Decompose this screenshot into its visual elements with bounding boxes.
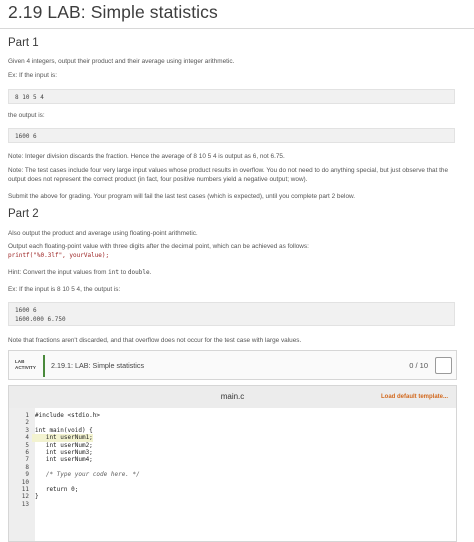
line-number: 13 xyxy=(21,500,29,508)
line-number: 6 xyxy=(25,448,29,456)
line-number: 5 xyxy=(25,441,29,449)
part2-hint xyxy=(8,268,462,277)
line-code[interactable]: return 0; xyxy=(35,485,79,493)
code-line[interactable] xyxy=(9,419,456,426)
code-line[interactable] xyxy=(9,486,456,493)
part2-example-label: Ex: If the input is 8 10 5 4, the output is: xyxy=(8,286,121,293)
hint-code-double: double xyxy=(127,269,150,276)
hint-prefix: Hint: Convert the input values from xyxy=(8,269,107,276)
editor-toolbar xyxy=(9,386,456,408)
part2-heading: Part 2 xyxy=(8,208,39,220)
line-code[interactable]: int userNum1; xyxy=(32,434,93,441)
code-line[interactable] xyxy=(9,434,456,441)
part2-format-code-line xyxy=(8,251,462,260)
line-code[interactable] xyxy=(32,479,35,486)
part2-note: Note that fractions aren't discarded, and that overflow does not occur for the test case with large values. xyxy=(8,337,302,344)
part2-output-example xyxy=(8,302,455,326)
code-line[interactable] xyxy=(9,493,456,500)
part1-intro: Given 4 integers, output their product and their average using integer arithmetic. xyxy=(8,58,235,65)
line-number: 10 xyxy=(21,478,29,486)
title-divider xyxy=(0,28,474,29)
line-number: 9 xyxy=(25,471,29,479)
code-line[interactable] xyxy=(9,412,456,419)
load-default-template-link[interactable]: Load default template... xyxy=(380,394,448,400)
part1-output-label: the output is: xyxy=(8,112,45,119)
line-number: 11 xyxy=(21,485,29,493)
line-code[interactable]: int userNum4; xyxy=(35,456,93,464)
lab-activity-tag xyxy=(15,359,36,371)
file-name: main.c xyxy=(220,392,245,401)
part2-output-line-1: 1600 6 xyxy=(15,307,37,314)
part1-note-overflow: Note: The test cases include four very large input values whose product results in overflow. You do not need to do anything special, but just observe that the output does not represent the correct product (in fact, four positive numbers yield a negative output; wow). xyxy=(8,167,449,183)
part1-note-integer-division: Note: Integer division discards the fraction. Hence the average of 8 10 5 4 is output as 6, not 6.75. xyxy=(8,153,285,160)
code-line[interactable] xyxy=(9,471,456,478)
part1-output-example: 1600 6 xyxy=(8,128,455,143)
code-line[interactable] xyxy=(9,456,456,463)
code-line[interactable] xyxy=(9,442,456,449)
code-line[interactable] xyxy=(9,449,456,456)
lab-accent-divider xyxy=(43,355,45,377)
line-code[interactable]: } xyxy=(35,493,39,501)
code-line[interactable] xyxy=(9,427,456,434)
part2-format-text: Output each floating-point value with three digits after the decimal point, which can be achieved as follows: xyxy=(8,243,309,250)
part2-intro: Also output the product and average using floating-point arithmetic. xyxy=(8,230,198,237)
line-code[interactable]: int userNum3; xyxy=(35,448,93,456)
lab-score: 0 / 10 xyxy=(409,361,428,370)
line-code[interactable] xyxy=(32,464,35,471)
hint-mid: to xyxy=(120,269,127,276)
line-code[interactable] xyxy=(32,419,35,426)
part2-output-line-2: 1600.000 6.750 xyxy=(15,316,66,323)
part1-example-label: Ex: If the input is: xyxy=(8,72,58,79)
lab-activity-name: 2.19.1: LAB: Simple statistics xyxy=(51,361,145,370)
page-title: 2.19 LAB: Simple statistics xyxy=(8,2,218,22)
line-number: 4 xyxy=(25,434,29,442)
completion-checkbox[interactable] xyxy=(435,357,452,374)
printf-format-code: printf("%0.3lf", yourValue); xyxy=(8,252,110,259)
line-code[interactable]: #include <stdio.h> xyxy=(35,412,101,419)
code-line[interactable] xyxy=(9,479,456,486)
line-number: 2 xyxy=(25,419,29,427)
code-line[interactable] xyxy=(9,464,456,471)
hint-code-int: int xyxy=(108,269,120,276)
lab-tag-line2: ACTIVITY xyxy=(15,365,36,370)
part1-heading: Part 1 xyxy=(8,37,39,49)
hint-suffix: . xyxy=(149,269,152,276)
line-number: 8 xyxy=(25,463,29,471)
code-area[interactable] xyxy=(9,412,456,508)
line-code[interactable]: int userNum2; xyxy=(35,441,93,449)
code-editor[interactable] xyxy=(8,385,457,542)
part1-input-example: 8 10 5 4 xyxy=(8,89,455,104)
lab-tag-line1: LAB xyxy=(15,359,25,364)
line-number: 1 xyxy=(25,412,29,419)
code-line[interactable] xyxy=(9,501,456,508)
line-code[interactable]: int main(void) { xyxy=(35,426,93,434)
part1-submit-note: Submit the above for grading. Your program will fail the last test cases (which is expected), until you complete part 2 below. xyxy=(8,193,356,200)
line-code[interactable] xyxy=(32,501,35,508)
lab-activity-header xyxy=(8,350,457,380)
line-code[interactable]: /* Type your code here. */ xyxy=(35,471,140,479)
line-number: 3 xyxy=(25,426,29,434)
line-number: 7 xyxy=(25,456,29,464)
line-number: 12 xyxy=(21,493,29,501)
